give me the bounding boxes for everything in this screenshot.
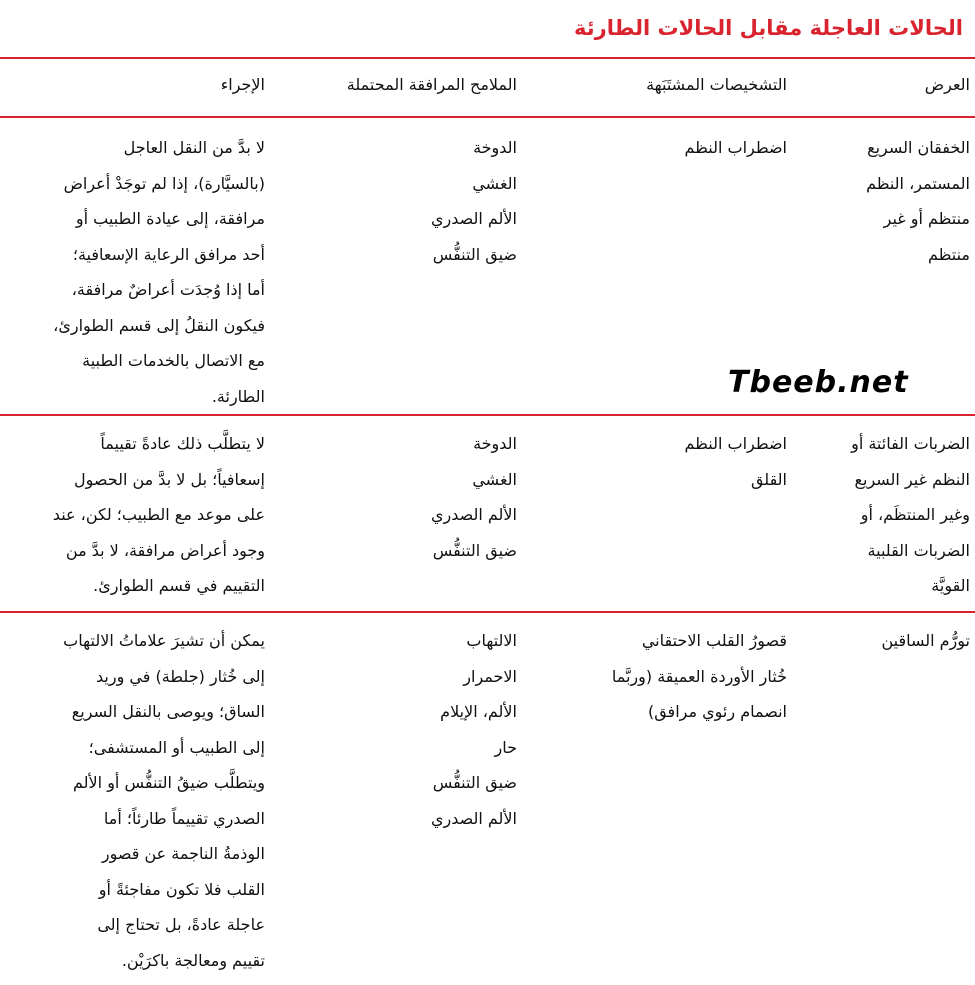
row2-features: الدوخة الغشي الألم الصدري ضيق التنفُّس	[430, 434, 517, 560]
header-action: الإجراء	[220, 75, 265, 94]
divider-row1	[0, 414, 975, 416]
divider-header	[0, 116, 975, 118]
row3-diagnoses: قصورُ القلب الاحتقاني خُثار الأوردة العميقة (وربَّما انصمام رئوي مرافق)	[611, 631, 787, 721]
divider-top	[0, 57, 975, 59]
header-features: الملامح المرافقة المحتملة	[346, 75, 517, 94]
row2-action: لا يتطلَّب ذلك عادةً تقييماً إسعافياً؛ بل لا بدَّ من الحصول على موعد مع الطبيب؛ لكن، عند وجود أعراض مرافقة، لا بدَّ من التقييم في قسم الطوارئ.	[52, 434, 265, 595]
row3-features: الالتهاب الاحمرار الألم، الإيلام حار ضيق التنفُّس الألم الصدري	[430, 631, 517, 828]
row3-symptom: تورُّم الساقين	[881, 631, 970, 650]
table-title: الحالات العاجلة مقابل الحالات الطارئة	[574, 16, 963, 40]
row1-action: لا بدَّ من النقل العاجل (بالسيَّارة)، إذا لم توجَدْ أعراض مرافقة، إلى عيادة الطبيب أو أحد مرافق الرعاية الإسعافية؛ أما إذا وُجدَت أعراضٌ مرافقة، فيكون النقلُ إلى قسم الطوارئ، مع الاتصال بالخدمات الطبية الطارئة.	[53, 138, 265, 406]
row1-symptom: الخفقان السريع المستمر، النظم منتظم أو غير منتظم	[866, 138, 970, 264]
header-symptom: العرض	[924, 75, 970, 94]
row2-diagnoses: اضطراب النظم القلق	[684, 434, 787, 489]
divider-row2	[0, 611, 975, 613]
row2-symptom: الضربات الفائتة أو النظم غير السريع وغير المنتظَم، أو الضربات القلبية القويَّة	[851, 434, 970, 595]
row1-diagnoses: اضطراب النظم	[684, 138, 787, 157]
header-diagnoses: التشخيصات المشتَبَهة	[646, 75, 787, 94]
watermark-logo: Tbeeb.net	[728, 365, 909, 400]
row1-features: الدوخة الغشي الألم الصدري ضيق التنفُّس	[430, 138, 517, 264]
row3-action: يمكن أن تشيرَ علاماتُ الالتهاب إلى خُثار (جلطة) في وريد الساق؛ ويوصى بالنقل السريع إلى الطبيب أو المستشفى؛ ويتطلَّب ضيقُ التنفُّس أو الألم الصدري تقييماً طارئاً؛ أما الوذمةُ الناجمة عن قصور القلب فلا تكون مفاجئةً أو عاجلة عادةً، بل تحتاج إلى تقييم ومعالجة باكرَيْن.	[63, 631, 265, 970]
